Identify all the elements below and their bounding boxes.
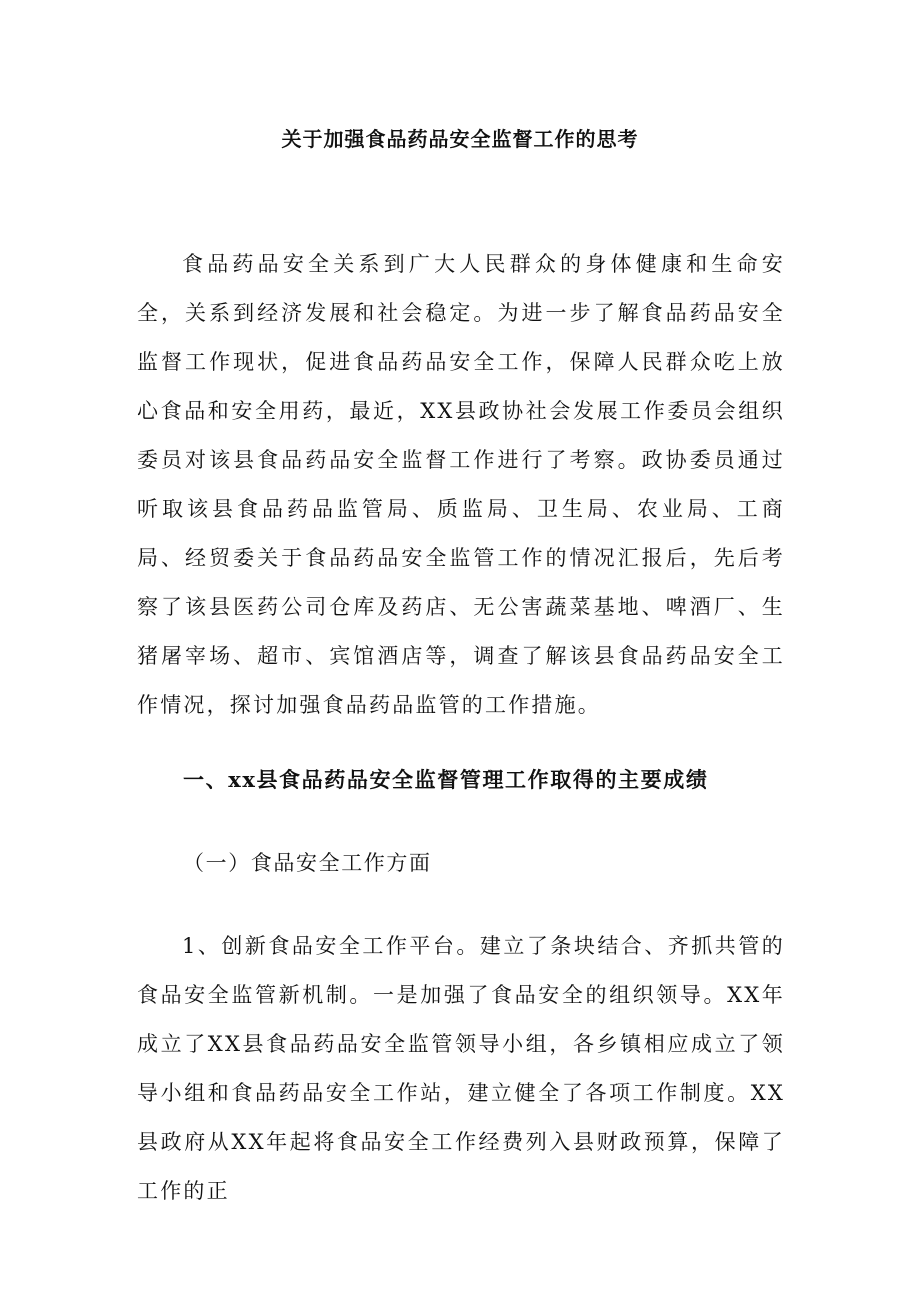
body-paragraph: 1、创新食品安全工作平台。建立了条块结合、齐抓共管的食品安全监管新机制。一是加强了食品安全的组织领导。XX年成立了XX县食品药品安全监管领导小组，各乡镇相应成立了领导小组和食品药品安全工作站，建立健全了各项工作制度。XX县政府从XX年起将食品安全工作经费列入县财政预算，保障了工作的正 bbox=[137, 934, 785, 1203]
section-heading: 一、xx县食品药品安全监督管理工作取得的主要成绩 bbox=[183, 767, 709, 792]
document-title: 关于加强食品药品安全监督工作的思考 bbox=[281, 127, 639, 151]
intro-paragraph: 食品药品安全关系到广大人民群众的身体健康和生命安全，关系到经济发展和社会稳定。为进一步了解食品药品安全监督工作现状，促进食品药品安全工作，保障人民群众吃上放心食品和安全用药，最近，XX县政协社会发展工作委员会组织委员对该县食品药品安全监督工作进行了考察。政协委员通过听取该县食品药品监管局、质监局、卫生局、农业局、工商局、经贸委关于食品药品安全监管工作的情况汇报后，先后考察了该县医药公司仓库及药店、无公害蔬菜基地、啤酒厂、生猪屠宰场、超市、宾馆酒店等，调查了解该县食品药品安全工作情况，探讨加强食品药品监管的工作措施。 bbox=[137, 252, 785, 717]
subsection-heading: （一）食品安全工作方面 bbox=[183, 851, 432, 875]
